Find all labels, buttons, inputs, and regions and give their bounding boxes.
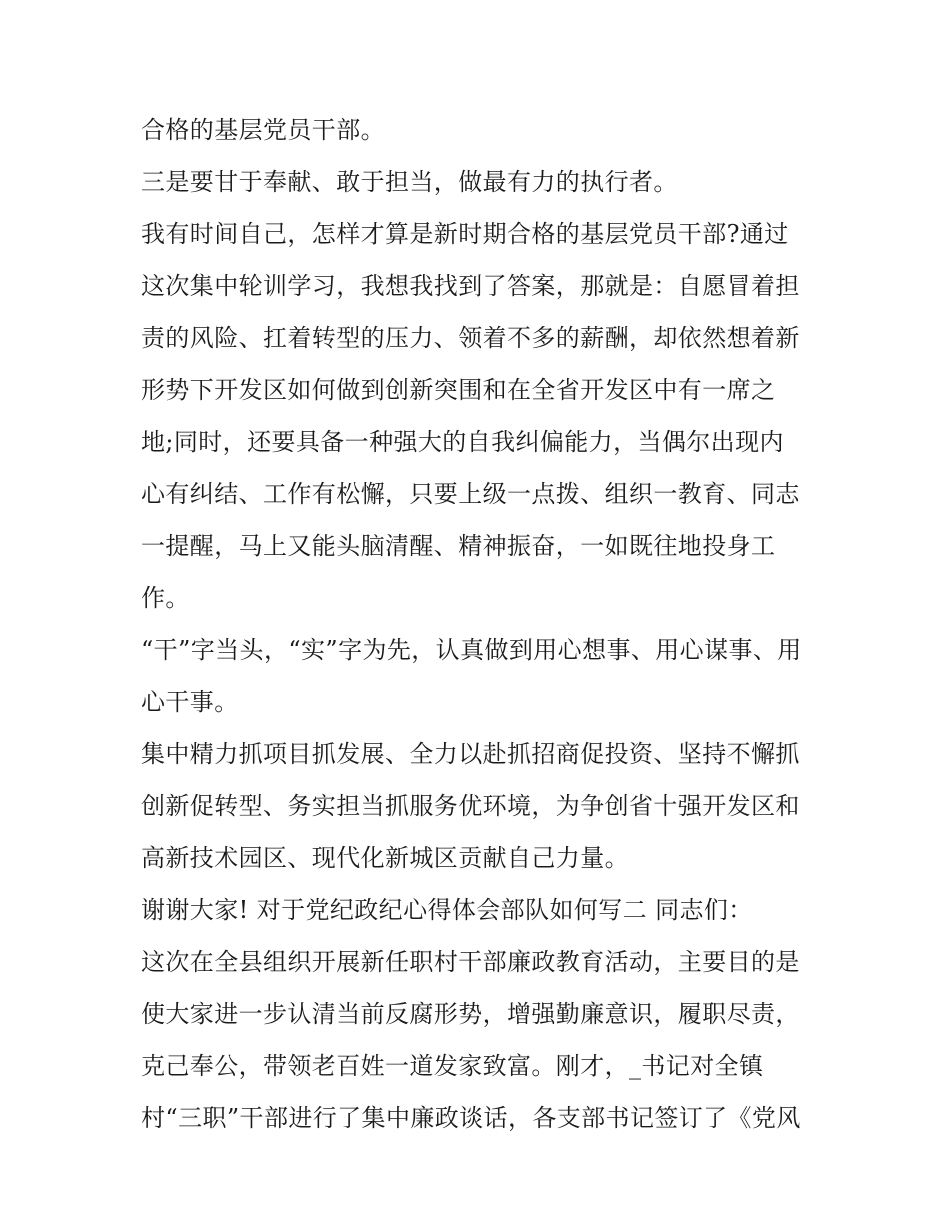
text-line: 克己奉公，带领老百姓一道发家致富。刚才，_书记对全镇 bbox=[141, 1052, 764, 1080]
text-line: 形势下开发区如何做到创新突围和在全省开发区中有一席之 bbox=[141, 376, 776, 404]
text-line: 我有时间自己，怎样才算是新时期合格的基层党员干部?通过 bbox=[141, 220, 789, 248]
text-line: “干”字当头，“实”字为先，认真做到用心想事、用心谋事、用 bbox=[141, 636, 802, 664]
text-line: 谢谢大家! 对于党纪政纪心得体会部队如何写二 同志们： bbox=[141, 896, 753, 924]
document-body bbox=[141, 108, 821, 1148]
text-line: 心干事。 bbox=[141, 688, 239, 716]
text-line: 作。 bbox=[141, 584, 190, 612]
text-line: 这次集中轮训学习，我想我找到了答案，那就是：自愿冒着担 bbox=[141, 272, 800, 300]
text-line: 心有纠结、工作有松懈，只要上级一点拨、组织一教育、同志 bbox=[141, 480, 800, 508]
text-line: 村“三职”干部进行了集中廉政谈话，各支部书记签订了《党风 bbox=[141, 1104, 801, 1132]
text-line: 三是要甘于奉献、敢于担当，做最有力的执行者。 bbox=[141, 168, 678, 196]
text-line: 责的风险、扛着转型的压力、领着不多的薪酬，却依然想着新 bbox=[141, 324, 800, 352]
text-line: 这次在全县组织开展新任职村干部廉政教育活动，主要目的是 bbox=[141, 948, 800, 976]
text-line: 创新促转型、务实担当抓服务优环境，为争创省十强开发区和 bbox=[141, 792, 800, 820]
text-line: 高新技术园区、现代化新城区贡献自己力量。 bbox=[141, 844, 629, 872]
text-line: 使大家进一步认清当前反腐形势，增强勤廉意识，履职尽责， bbox=[141, 1000, 800, 1028]
text-line: 合格的基层党员干部。 bbox=[141, 116, 385, 144]
text-line: 一提醒，马上又能头脑清醒、精神振奋，一如既往地投身工 bbox=[141, 532, 776, 560]
text-line: 地;同时，还要具备一种强大的自我纠偏能力，当偶尔出现内 bbox=[141, 428, 784, 456]
text-line: 集中精力抓项目抓发展、全力以赴抓招商促投资、坚持不懈抓 bbox=[141, 740, 800, 768]
